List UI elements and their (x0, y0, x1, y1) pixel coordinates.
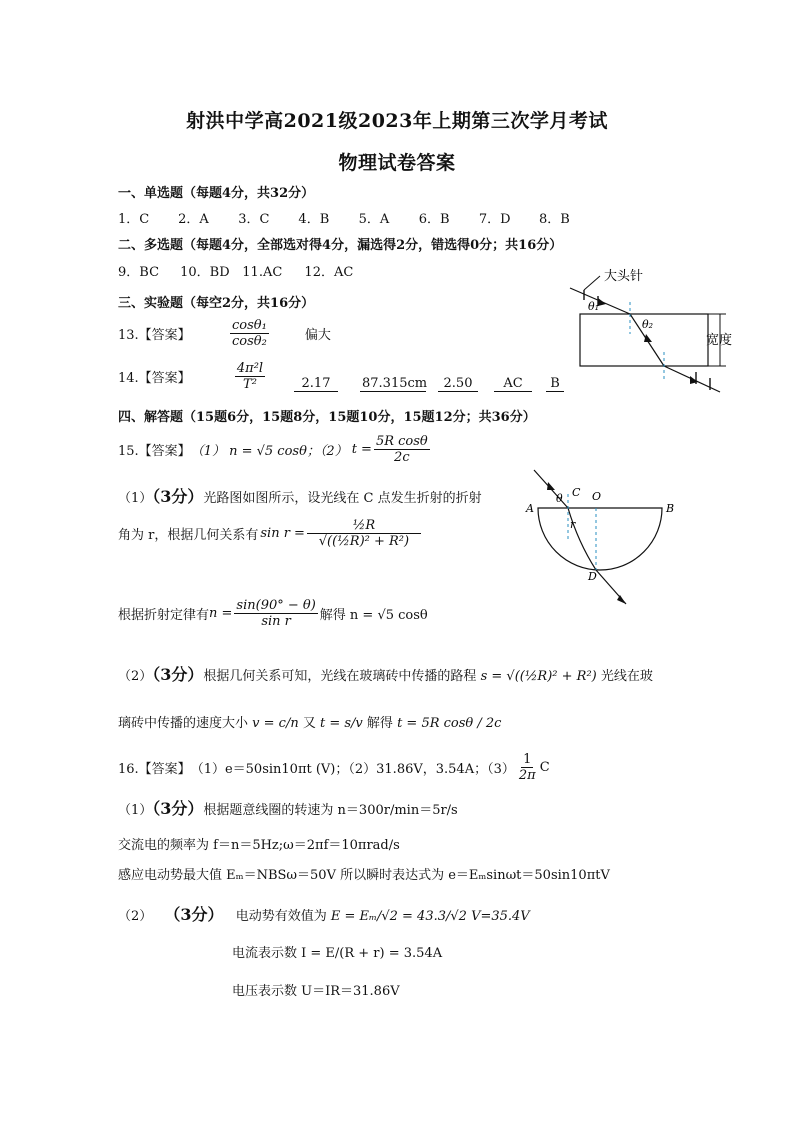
q13-denominator: cosθ₂ (232, 334, 267, 349)
q16-part1-line1 (118, 796, 458, 819)
section-heading-single-choice: 一、单选题（每题4分，共32分） (118, 186, 315, 201)
q14-numerator: 4π²l (236, 360, 264, 376)
q16-p2-pre: （2） (118, 909, 153, 924)
arrow-out (617, 595, 626, 604)
q15-refraction-law (118, 598, 428, 629)
q13-answer (118, 318, 331, 349)
q15-sinr-den: √((½R)² + R²) (318, 534, 410, 549)
q15-p2-pre: （2） (118, 669, 153, 684)
q14-blank-3: 2.50 (438, 376, 478, 392)
q15-p2-solve: 解得 (366, 716, 393, 731)
page-title: 射洪中学高2021级2023年上期第三次学月考试 (186, 110, 608, 132)
q16-voltage-line: 电压表示数 U＝IR＝31.86V (232, 984, 400, 999)
q16-frequency-line: 交流电的频率为 f＝n＝5Hz;ω＝2πf＝10πrad/s (118, 838, 400, 853)
q14-denominator: T² (243, 376, 257, 392)
q14-label: 14.【答案】 (118, 370, 191, 386)
width-label: 宽度 (706, 333, 733, 348)
pin-pointer (584, 276, 600, 290)
q15-part1-line1 (118, 484, 482, 507)
q15-part1-line2 (118, 518, 423, 549)
q15-p2-v: v = c/n (252, 716, 299, 731)
q14-blank-2: 87.315cm (362, 376, 428, 391)
q15-ans2-num: 5R cosθ (375, 434, 428, 449)
q13-label: 13.【答案】 (118, 328, 191, 343)
q16-unit: C (539, 760, 550, 775)
label-b: B (666, 502, 675, 515)
label-c: C (572, 486, 581, 499)
q15-p2-score: （3分） (152, 665, 204, 684)
q15-sinr-num: ½R (307, 518, 421, 534)
q16-fraction (517, 752, 538, 783)
q16-frac-den: 2π (518, 768, 536, 783)
multi-choice-answers (118, 261, 362, 280)
answer-5: 5．A (358, 212, 390, 227)
q15-p1-text: 光路图如图所示，设光线在 C 点发生折射的折射 (203, 491, 482, 506)
q16-frac-num: 1 (523, 752, 532, 767)
label-r: r (570, 518, 576, 531)
q15-sinr-fraction (307, 518, 421, 549)
arrow-in (547, 482, 555, 490)
q15-p2-line2a: 璃砖中传播的速度大小 (118, 716, 249, 731)
q16-p1-text: 根据题意线圈的转速为 n＝300r/min＝5r/s (203, 803, 458, 818)
q15-law-eq: n = (209, 606, 233, 621)
single-choice-answers (118, 208, 595, 227)
q15-sinr: sin r = (260, 526, 305, 541)
label-theta: θ (556, 492, 563, 505)
answer-9: 9．BC (118, 265, 160, 280)
q16-emf-line: 感应电动势最大值 Eₘ＝NBSω＝50V 所以瞬时表达式为 e＝Eₘsinωt＝50sin10πtV (118, 868, 610, 883)
label-a: A (526, 502, 534, 515)
section-heading-experiment: 三、实验题（每空2分，共16分） (118, 296, 315, 311)
answer-1: 1．C (118, 212, 150, 227)
q15-ans2-den: 2c (394, 450, 410, 465)
q15-law-post: 解得 n = √5 cosθ (319, 608, 428, 623)
q15-p1-score: （3分） (152, 487, 204, 506)
q15-p2-t: t = s/v (320, 716, 363, 731)
answer-2: 2．A (178, 212, 209, 227)
q15-p2-s: s = √((½R)² + R²) (480, 669, 597, 684)
q16-answer (118, 752, 550, 783)
q14-fraction (220, 361, 280, 392)
q15-p2-and: 又 (302, 716, 316, 731)
label-o: O (592, 490, 602, 503)
q16-current-line: 电流表示数 I = E/(R + r) = 3.54A (232, 946, 443, 961)
q15-part2-line2 (118, 712, 501, 731)
q16-p2-eq: E = Eₘ/√2 = 43.3/√2 V=35.4V (330, 909, 530, 924)
section-heading-multi-choice: 二、多选题（每题4分，全部选对得4分，漏选得2分，错选得0分；共16分） (118, 238, 563, 253)
q15-ans2-pre: t = (351, 442, 372, 457)
q15-p2-tres: t = 5R cosθ / 2c (397, 716, 502, 731)
q15-answer (118, 434, 432, 465)
q16-label: 16.【答案】 (118, 762, 191, 777)
semicircle-figure (520, 462, 690, 612)
theta2-label: θ₂ (642, 318, 654, 331)
q15-law-pre: 根据折射定律有 (118, 608, 210, 623)
q16-ans: （1）e＝50sin10πt (V)；（2）31.86V，3.54A；（3） (190, 762, 515, 777)
q15-p1-text2: 角为 r，根据几何关系有 (118, 528, 259, 543)
refraction-block-figure (560, 262, 760, 398)
q15-law-den: sin r (261, 614, 291, 629)
q16-part2-line1 (118, 902, 530, 925)
theta1-label: θ₁ (588, 300, 600, 313)
q14-blank-5: B (546, 376, 564, 392)
arrow-mid (644, 334, 652, 342)
arrow-in (598, 298, 606, 306)
answer-3: 3．C (238, 212, 270, 227)
q16-p1-pre: （1） (118, 803, 153, 818)
answer-6: 6．B (418, 212, 450, 227)
arrow-out (690, 376, 698, 384)
q15-p1-pre: （1） (118, 491, 153, 506)
answer-7: 7．D (478, 212, 511, 227)
q15-part2-line1 (118, 662, 653, 685)
answer-11: 11.AC (242, 265, 283, 280)
q14-answer (118, 360, 564, 392)
q15-law-fraction (234, 598, 317, 629)
q13-fraction (230, 318, 269, 349)
q16-p1-score: （3分） (152, 799, 204, 818)
answer-10: 10．BD (180, 265, 230, 280)
page-subtitle: 物理试卷答案 (338, 152, 456, 174)
answer-8: 8．B (538, 212, 570, 227)
answer-12: 12．AC (304, 265, 354, 280)
q13-extra: 偏大 (304, 328, 331, 343)
q15-label: 15.【答案】 (118, 444, 191, 459)
q15-p2-text-end: 光线在玻 (600, 669, 653, 684)
q14-blank-1: 2.17 (294, 376, 338, 392)
answer-4: 4．B (298, 212, 330, 227)
pin-label: 大头针 (604, 269, 644, 284)
label-d: D (588, 570, 597, 583)
section-heading-solutions: 四、解答题（15题6分，15题8分，15题10分，15题12分；共36分） (118, 410, 536, 425)
q15-p2-text: 根据几何关系可知，光线在玻璃砖中传播的路程 (203, 669, 477, 684)
q15-law-num: sin(90° − θ) (236, 598, 316, 613)
semicircle-glass (538, 508, 662, 570)
q16-p2-score: （3分） (164, 905, 224, 924)
q13-numerator: cosθ₁ (232, 318, 267, 333)
q15-ans2-fraction (374, 434, 430, 465)
q14-blank-4: AC (494, 376, 532, 392)
q15-ans1: （1） n = √5 cosθ；（2） (190, 444, 348, 459)
q16-p2-text: 电动势有效值为 (235, 909, 327, 924)
